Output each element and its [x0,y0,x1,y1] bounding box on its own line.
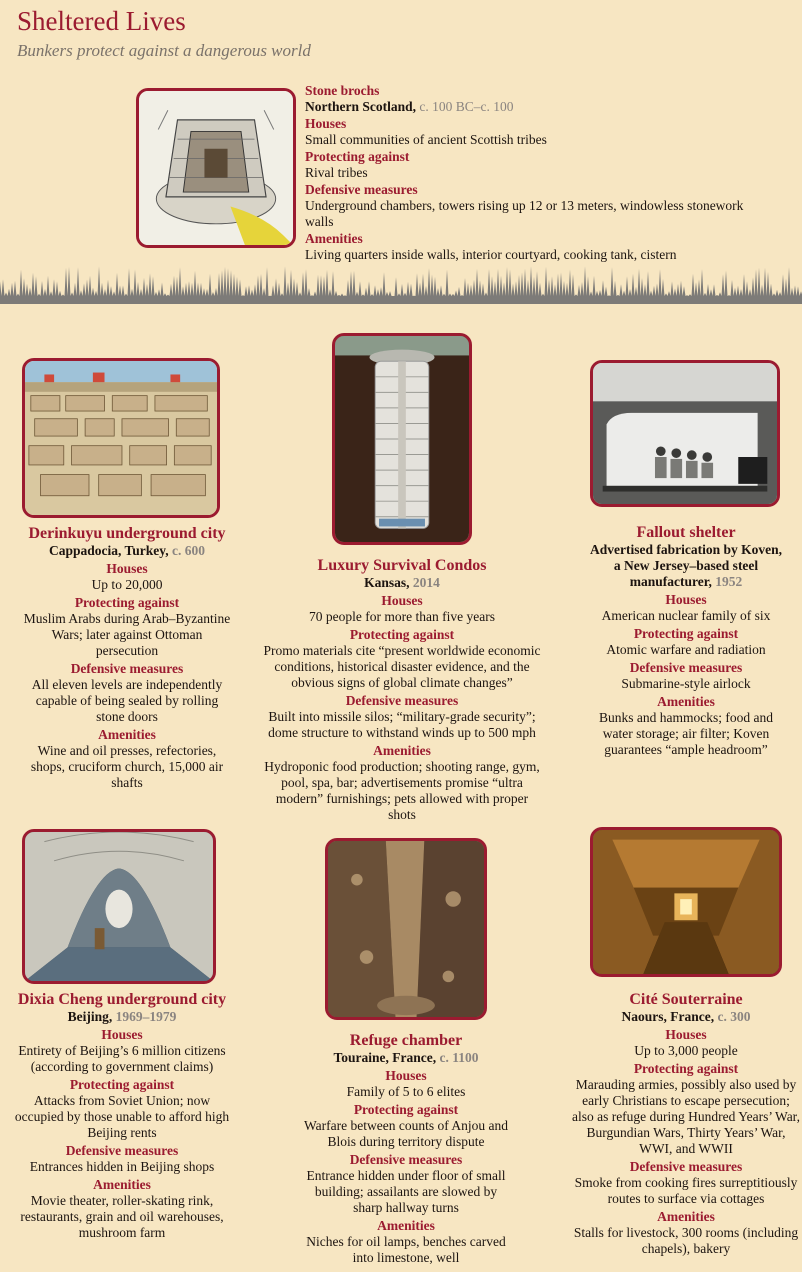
condos-illustration [332,333,472,545]
fallout-amenities: Bunks and hammocks; food and water storage; air filter; Koven guarantees “ample headroom” [599,710,773,757]
fallout-year: 1952 [715,574,743,589]
condos-location: Kansas, [364,575,410,590]
condos-defensive: Built into missile silos; “military-grade security”; dome structure to withstand winds up to 500 mph [268,709,536,740]
refuge-houses-label: Houses [385,1068,427,1083]
cite-amenities-label: Amenities [657,1209,715,1224]
derinkuyu-year: c. 600 [172,543,206,558]
refuge-amenities-label: Amenities [377,1218,435,1233]
broch-info [305,82,745,263]
fallout-protecting-label: Protecting against [633,626,739,641]
fallout-houses: American nuclear family of six [601,608,771,623]
broch-protecting-label: Protecting against [305,149,410,164]
cite-protecting: Marauding armies, possibly also used by early Christians to escape persecution; also as refuge during Hundred Years’ War, Burgundian Wars, Thirty Years’ War, WWI, and WWII [571,1077,801,1156]
dixia-defensive-label: Defensive measures [65,1143,179,1158]
dixia-protecting-label: Protecting against [69,1077,175,1092]
fallout-illustration [590,360,780,507]
grass-divider [0,262,802,304]
dixia-info [14,990,230,1241]
refuge-location-line [300,1050,512,1066]
dixia-name: Dixia Cheng underground city [17,991,227,1008]
fallout-defensive: Submarine-style airlock [621,676,751,691]
dixia-amenities-label: Amenities [93,1177,151,1192]
broch-illustration [136,88,296,248]
derinkuyu-defensive-label: Defensive measures [70,661,184,676]
condos-year: 2014 [412,575,440,590]
condos-defensive-label: Defensive measures [345,693,459,708]
condos-houses: 70 people for more than five years [309,609,495,624]
cite-illustration [590,827,782,977]
refuge-defensive: Entrance hidden under floor of small building; assailants are slowed by sharp hallway turns [306,1168,506,1215]
dixia-year: 1969–1979 [115,1009,177,1024]
condos-name: Luxury Survival Condos [317,557,487,574]
broch-location: Northern Scotland, [305,99,416,114]
fallout-defensive-label: Defensive measures [629,660,743,675]
broch-defensive: Underground chambers, towers rising up 12 or 13 meters, windowless stonework walls [305,198,744,229]
derinkuyu-houses-label: Houses [106,561,148,576]
derinkuyu-name: Derinkuyu underground city [28,525,226,542]
cite-defensive: Smoke from cooking fires surreptitiously routes to surface via cottages [574,1175,798,1206]
cite-amenities: Stalls for livestock, 300 rooms (including chapels), bakery [573,1225,799,1256]
condos-houses-label: Houses [381,593,423,608]
refuge-protecting: Warfare between counts of Anjou and Blois during territory dispute [304,1118,508,1149]
cite-location-line [570,1009,802,1025]
cite-protecting-label: Protecting against [633,1061,739,1076]
page-subtitle: Bunkers protect against a dangerous world [17,41,311,60]
cite-houses-label: Houses [665,1027,707,1042]
refuge-houses: Family of 5 to 6 elites [346,1084,466,1099]
fallout-houses-label: Houses [665,592,707,607]
derinkuyu-houses: Up to 20,000 [91,577,163,592]
broch-defensive-label: Defensive measures [305,182,418,197]
condos-amenities-label: Amenities [373,743,431,758]
broch-houses: Small communities of ancient Scottish tribes [305,132,547,147]
fallout-name: Fallout shelter [636,524,736,541]
refuge-protecting-label: Protecting against [353,1102,459,1117]
refuge-location: Touraine, France, [333,1050,437,1065]
broch-houses-label: Houses [305,116,347,131]
refuge-amenities: Niches for oil lamps, benches carved into limestone, well [306,1234,506,1265]
broch-name: Stone brochs [305,83,380,98]
dixia-protecting: Attacks from Soviet Union; now occupied by those unable to afford high Beijing rents [14,1093,230,1140]
cite-defensive-label: Defensive measures [629,1159,743,1174]
refuge-illustration [325,838,487,1020]
fallout-info [586,523,786,758]
dixia-location-line [14,1009,230,1025]
cite-location: Naours, France, [621,1009,715,1024]
dixia-illustration [22,829,216,984]
cite-info [570,990,802,1257]
cite-houses: Up to 3,000 people [634,1043,738,1058]
dixia-houses: Entirety of Beijing’s 6 million citizens (according to government claims) [18,1043,226,1074]
cite-year: c. 300 [717,1009,751,1024]
derinkuyu-location-line [22,543,232,559]
dixia-amenities: Movie theater, roller-skating rink, restaurants, grain and oil warehouses, mushroom farm [20,1193,224,1240]
derinkuyu-amenities-label: Amenities [98,727,156,742]
refuge-year: c. 1100 [439,1050,479,1065]
fallout-protecting: Atomic warfare and radiation [606,642,766,657]
refuge-defensive-label: Defensive measures [349,1152,463,1167]
dixia-defensive: Entrances hidden in Beijing shops [29,1159,215,1174]
derinkuyu-protecting: Muslim Arabs during Arab–Byzantine Wars; later against Ottoman persecution [23,611,231,658]
fallout-location: Advertised fabrication by Koven, a New Jersey–based steel manufacturer, [590,542,782,589]
condos-amenities: Hydroponic food production; shooting range, gym, pool, spa, bar; advertisements promise “ultra modern” furnishings; pets allowed with proper shots [264,759,540,822]
broch-protecting: Rival tribes [305,165,368,180]
derinkuyu-illustration [22,358,220,518]
cite-name: Cité Souterraine [629,991,743,1008]
derinkuyu-info [22,524,232,791]
derinkuyu-amenities: Wine and oil presses, refectories, shops, cruciform church, 15,000 air shafts [30,743,224,790]
broch-year: c. 100 BC–c. 100 [419,99,514,114]
refuge-name: Refuge chamber [349,1032,463,1049]
broch-amenities-label: Amenities [305,231,363,246]
fallout-amenities-label: Amenities [657,694,715,709]
condos-protecting-label: Protecting against [349,627,455,642]
condos-location-line [262,575,542,591]
dixia-houses-label: Houses [101,1027,143,1042]
broch-location-line [305,99,745,115]
dixia-location: Beijing, [67,1009,113,1024]
page-title: Sheltered Lives [17,6,186,36]
broch-amenities: Living quarters inside walls, interior courtyard, cooking tank, cistern [305,247,677,262]
derinkuyu-protecting-label: Protecting against [74,595,180,610]
derinkuyu-location: Cappadocia, Turkey, [48,543,169,558]
condos-info [262,556,542,823]
refuge-info [300,1031,512,1266]
fallout-location-line [586,542,786,590]
derinkuyu-defensive: All eleven levels are independently capable of being sealed by rolling stone doors [31,677,223,724]
condos-protecting: Promo materials cite “present worldwide economic conditions, historical disaster evidence, and the obvious signs of global climate changes” [263,643,541,690]
